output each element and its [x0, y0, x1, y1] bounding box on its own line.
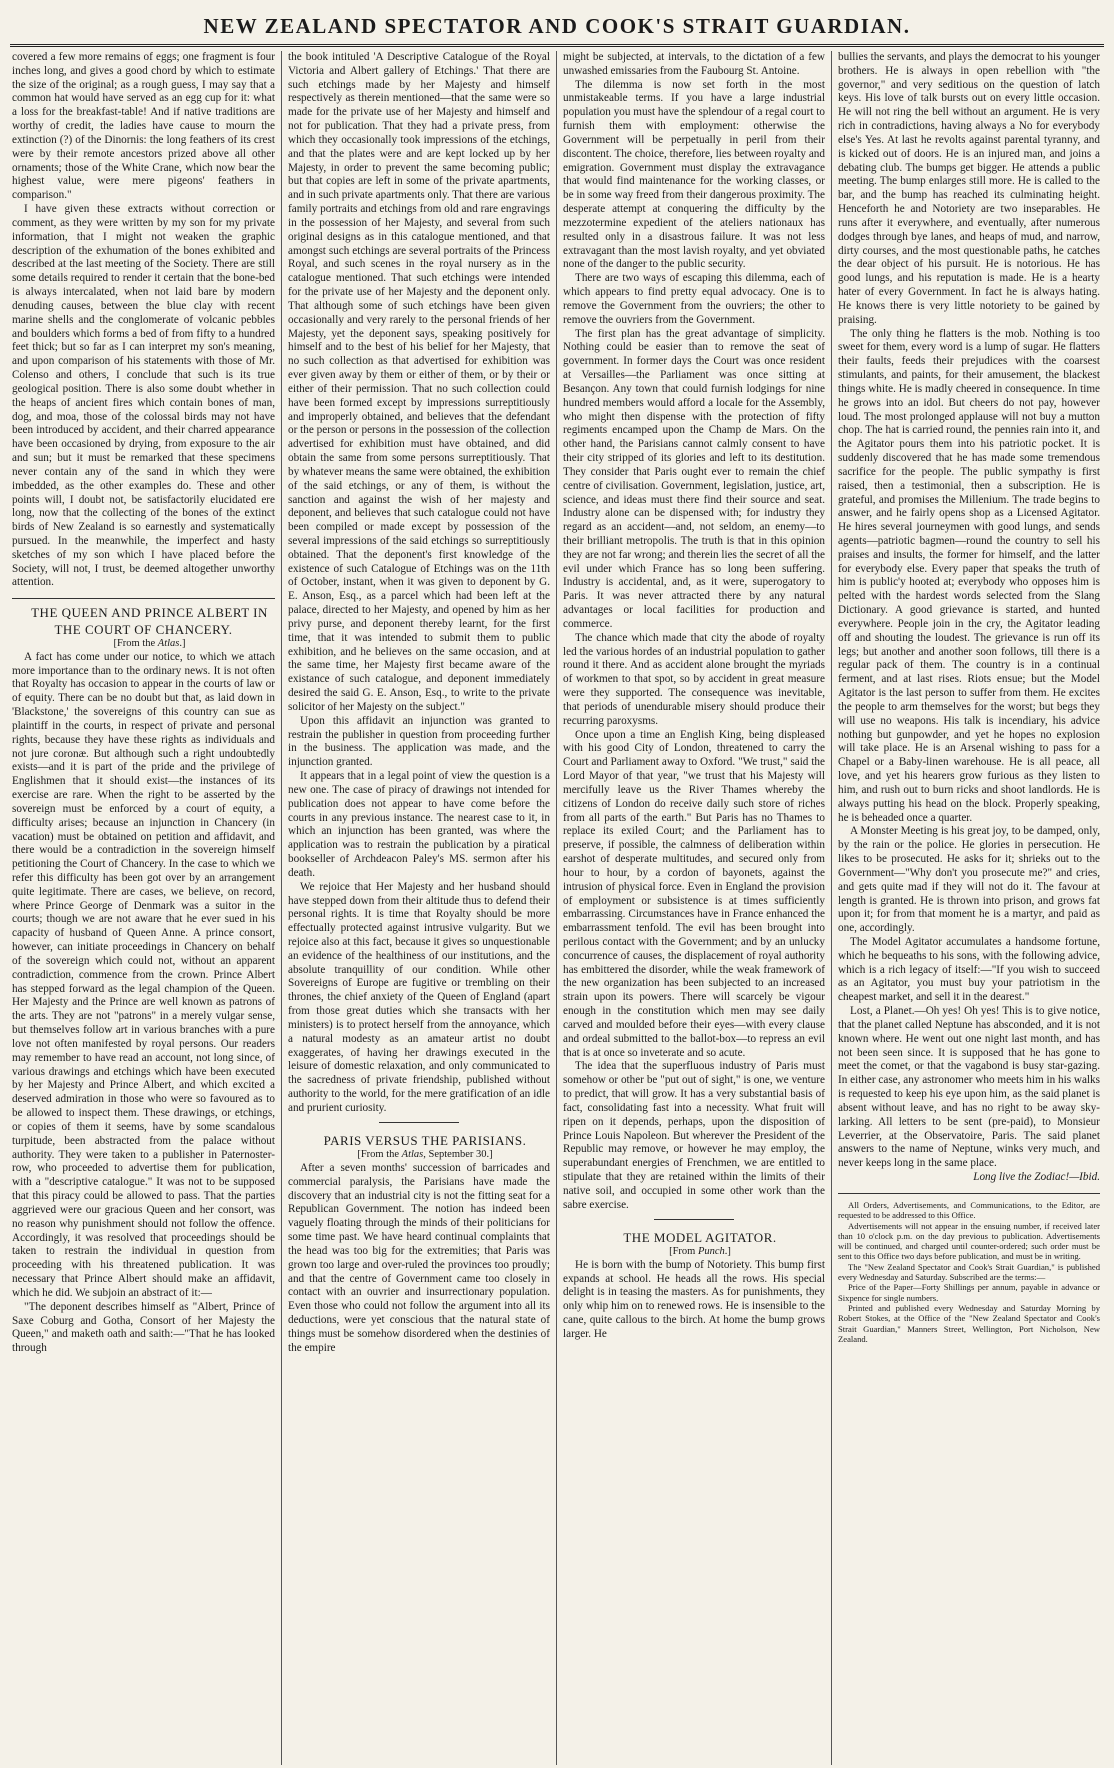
notice-line: All Orders, Advertisements, and Communications, to the Editor, are requested to be addressed to this Office. [838, 1199, 1100, 1221]
paragraph: He is born with the bump of Notoriety. This bump first expands at school. He heads all the rows. His special delight is in teasing the masters. As for punishments, they only whip him on to renewed rows. He is insensible to the cane, quite callous to the birch. At home the bump grows larger. He [563, 1258, 825, 1340]
paragraph: bullies the servants, and plays the democrat to his younger brothers. He is always in open rebellion with "the governor," and very seditious on the question of latch keys. His love of talk bursts out on every little occasion. He will not ring the bell without an argument. He is very rich in contradictions, having always a No for everybody else's Yes. At last he revolts against parental tyranny, and is kicked out of doors. He is an injured man, and joins a debating club. The bumps get bigger. He attends a public meeting. The bump enlarges still more. He is called to the bar, and the bump has reached its culminating height. Henceforth he and Notoriety are two inseparables. He runs after it everywhere, and eventually, after numerous dodges through bye lanes, and heaps of mud, and narrow, dirty courses, and the most questionable paths, he catches the dear object of his pursuit. He is notorious. He has good lungs, and his reputation is made. He is a hearty hater of every Government. In fact he is always hating. He knows there is very little notoriety to be gained by praising. [838, 51, 1100, 326]
masthead [10, 0, 1104, 47]
notice-line: Price of the Paper—Forty Shillings per annum, payable in advance or Sixpence for single numbers. [838, 1282, 1100, 1303]
article-heading: PARIS VERSUS THE PARISIANS. [323, 1132, 527, 1148]
paragraph: We rejoice that Her Majesty and her husband should have stepped down from their altitude thus to defend their personal rights. It is time that Royalty should be more effectually protected against intrusive vulgarity. But we rejoice also at this fact, because it gives so unquestionable an evidence of the healthiness of our institutions, and the absolute tranquillity of our condition. While other Sovereigns of Europe are fugitive or trembling on their thrones, the chief anxiety of the Queen of England (apart from those great duties which she transacts with her ministers) is to protect herself from the annoyance, which a natural modesty as an amateur artist no doubt exaggerates, of having her drawings executed in the leisure of domestic relaxation, and only communicated to the sacredness of private friendship, published without authority to the world, for the mere gratification of an idle and prurient curiosity. [288, 880, 550, 1114]
column-2 [281, 51, 556, 1765]
column-1 [6, 51, 281, 1765]
columns [6, 51, 1108, 1765]
paragraph: I have given these extracts without correction or comment, as they were written by my son for my private information, that I might not weaken the graphic description of the exhumation of the bones exhibited and described at the last meeting of the Society. There are still some details required to render it certain that the bone-bed is always intercalated, when not laid bare by modern denuding causes, between the blue clay with recent marine shells and the conglomerate of volcanic pebbles and boulders which forms a bed of from fifty to a hundred feet thick; but so far as I can interpret my son's meaning, and upon comparison of his statements with those of Mr. Colenso and others, I conclude that such is its true geological position. There is also some doubt whether in the heaps of ancient fires which contain bones of man, dog, and moa, those of the colossal birds may not have been introduced by accident, and their charred appearance have been occasioned by drying, from exposure to the air and sun; but it must be remarked that these specimens never contain any of the sand in which they were imbedded, as the other examples do. These and other points will, I doubt not, be satisfactorily elucidated ere long, now that the collecting of the bones of the extinct birds of New Zealand is so earnestly and systematically pursued. In the meanwhile, the imperfect and hasty sketches of my son which I have placed before the Society, will not, I trust, be deemed altogether unworthy attention. [12, 203, 275, 589]
paragraph: The dilemma is now set forth in the most unmistakeable terms. If you have a large industrial population you must have the splendour of a regal court to furnish them with employment: otherwise the Government will be perpetually in peril from their discontent. The choice, therefore, lies between royalty and emigration. Government must display the extravagance that would find maintenance for the working classes, or be in some way freed from their dangerous proximity. The desperate attempt at conquering the difficulty by the mezzotermine expedient of the ateliers nationaux has resulted only in a disastrous failure. It was not less extravagant than the most lavish royalty, and yet obviated none of the danger to the public security. [563, 78, 825, 271]
publisher-notice [838, 1200, 1100, 1344]
divider [12, 598, 275, 599]
article-source: [From the Atlas.] [113, 637, 186, 649]
paragraph: There are two ways of escaping this dilemma, each of which appears to find pretty equal advocacy. One is to remove the Government from the ouvriers; the other to remove the ouvriers from the Government. [563, 272, 825, 326]
notice-line: Advertisements will not appear in the ensuing number, if received later than 10 o'clock p.m. on the day previous to publication. Advertisements will be continued, and charged until counter-ordered; such order must be sent to this Office two days before publication, and must be in writing. [838, 1220, 1100, 1262]
masthead-title: NEW ZEALAND SPECTATOR AND COOK'S STRAIT GUARDIAN. [203, 14, 911, 38]
paragraph: A fact has come under our notice, to which we attach more importance than to the ordinary news. It is not often that Royalty has occasion to appear in the courts of law or of equity. There can be no doubt but that, as laid down in 'Blackstone,' the sovereigns of this country can sue as plaintiff in the courts, in respect of private and personal rights, because they have these rights as individuals and not jure coronæ. But although such a right undoubtedly exists—and it is part of the pride and the privilege of Englishmen that it should exist—the instances of its exercise are rare. When the right to be asserted by the sovereign must be enforced by a court of equity, a difficulty arises; because an injunction in Chancery (in vacation) must be obtained on petition and affidavit, and there would be a contradiction in the sovereign himself petitioning the Court of Chancery. In the case to which we refer this difficulty has been got over by an arrangement quite legitimate. There are cases, we believe, on record, where Prince George of Denmark was a suitor in the courts; though we are not aware that he ever sued in his capacity of husband of Queen Anne. A prince consort, however, can initiate proceedings in Chancery on behalf of the sovereign which could not, without an apparent contradiction, commence from the crown. Prince Albert has stepped forward as the legal champion of the Queen. Her Majesty and the Prince are well known as patrons of the arts. They are not "patrons" in a merely vulgar sense, but themselves follow art in various branches with a pure love not often manifested by royal persons. Our readers may remember to have read an account, not long since, of various drawings and etchings which have been executed by her Majesty and Prince Albert, and which excited a deserved admiration in those who were so favoured as to be allowed to inspect them. These drawings, or etchings, or copies of them it seems, have by some scandalous turpitude, been abstracted from the palace without authority. They were taken to a publisher in Paternoster-row, who proceeded to advertise them for publication, with a "descriptive catalogue." It was not to be supposed that this piracy could be allowed to pass. That the parties aggrieved were our gracious Queen and her consort, was no reason why punishment should not follow the offence. Accordingly, it was resolved that proceedings should be taken to restrain the individual in question from proceeding with his threatened publication. It was necessary that Prince Albert should make an affidavit, which he did. We subjoin an abstract of it:— [12, 650, 275, 1299]
article-heading: THE MODEL AGITATOR. [623, 1229, 777, 1245]
paragraph: After a seven months' succession of barricades and commercial paralysis, the Parisians have made the discovery that an industrial city is not the fitting seat for a Republican Government. The notion has indeed been vaguely floating through the minds of their politicians for some time past. We have heard continual complaints that the head was too big for the extremities; that Paris was grown too large and over-ruled the provinces too proudly; and that the centre of Government came too closely in contact with an ouvrier and insurrectionary population. Even those who could not follow the argument into all its deductions, were yet conscious that the natural state of things must be somehow disordered when the destinies of the empire [288, 1161, 550, 1354]
article-source: [From Punch.] [669, 1245, 731, 1257]
column-3 [556, 51, 831, 1765]
column-4 [831, 51, 1106, 1765]
paragraph: Upon this affidavit an injunction was granted to restrain the publisher in question from proceeding further in the business. The application was made, and the injunction granted. [288, 714, 550, 769]
article-heading: THE QUEEN AND PRINCE ALBERT IN THE COURT OF CHANCERY. [31, 605, 268, 637]
paragraph: the book intituled 'A Descriptive Catalogue of the Royal Victoria and Albert gallery of Etchings.' That there are such etchings made by her Majesty and himself respectively as therein mentioned—that the same were so made for the private use of her Majesty and himself and not for publication. That they had a private press, from which they occasionally took impressions of the etchings, and that the plates were and are kept locked up by her Majesty, in order to prevent the same becoming public; but that copies are left in some of the private apartments, and in such private apartments only. That there are various family portraits and etchings from old and rare engravings in the possession of her Majesty, and several from such original designs as in this catalogue mentioned, and that amongst such etchings are several portraits of the Princess Royal, and such scenes in the royal nursery as in the catalogue mentioned. That such etchings were intended for the private use of her Majesty and the deponent only. That although some of such etchings have been given occasionally and very rarely to the personal friends of her Majesty, yet the deponent says, speaking positively for himself and to the best of his belief for her Majesty, that no such collection as that advertised for exhibition was ever given away by them or either of them, or by their or either of their permission. That no such collection could have been formed except by impressions surreptitiously and improperly obtained, and believes that the defendant or the person or persons in the possession of the collection advertised for exhibition must have obtained, and did obtain the same from some persons surreptitiously. That by whatever means the same were obtained, the exhibition of the said etchings, or any of them, is without the sanction and against the wish of her majesty and deponent, and believes that such catalogue could not have been compiled or made except by possession of the several impressions of the said etchings so surreptitiously obtained. That the deponent's first knowledge of the existence of such Catalogue of Etchings was on the 11th of October, instant, when it was given to deponent by G. E. Anson, Esq., as a parcel which had been left at the palace, directed to her Majesty, and opened by him as her privy purse, and deponent thereby learnt, for the first time, that it was intended to submit them to public exhibition, and he believes on the same occasion, and at the same time, her Majesty first became aware of the existance of such catalogue, and deponent immediately desired the said G. E. Anson, Esq., to write to the private solicitor of her Majesty on the subject." [288, 51, 550, 713]
paragraph: The only thing he flatters is the mob. Nothing is too sweet for them, every word is a lump of sugar. He flatters their faults, feeds their prejudices with the coarsest stimulants, and paints, for their amusement, the blackest things white. He is madly cheered in consequence. In time he grows into an idol. But cheers do not pay, however loud. The most prolonged applause will not buy a mutton chop. The hat is carried round, the pennies rain into it, and the Agitator pours them into his patriotic pocket. It is suddenly discovered that he has made some tremendous sacrifice for the people. The public sympathy is first raised, then a testimonial, then a subscription. He is grateful, and promises the Millenium. The trade begins to answer, and he fairly opens shop as a Licensed Agitator. He hires several journeymen with good lungs, and sends agents—patriotic bagmen—round the country to sell his praises and insults, the former for himself, and the latter for everybody else. Every paper that speaks the truth of him is public'y hooted at; everybody who opposes him is pelted with the hardest words selected from the Slang Dictionary. A good grievance is started, and hunted everywhere. People join in the cry, the Agitator leading off and shouting the loudest. The grievance is run off its legs; but another and another soon follows, till there is a regular pack of them. The country is in a continual ferment, and at last rises. Riots ensue; but the Model Agitator is the last person to suffer from them. He excites the people to arm themselves for the worst; but begs they will use no weapons. His talk is incendiary, his advice nothing but gunpowder, and yet he hopes no explosion will take place. He is an Arsenal wishing to pass for a Chapel or a Baby-linen warehouse. He is all peace, all love, and yet his hearers grow furious as they listen to him, and rush out to burn ricks and shoot landlords. He is always putting his head on the block. Properly speaking, he is beheaded once a quarter. [838, 327, 1100, 824]
divider [379, 1122, 459, 1123]
paragraph: Lost, a Planet.—Oh yes! Oh yes! This is to give notice, that the planet called Neptune has absconded, and it is not known where. He went out one night last month, and has not been seen since. It is supposed that he has gone to meet the comet, or that the vagabond is busy star-gazing. In either case, any astronomer who meets him in his walks is requested to keep his eye upon him, as the said planet is absent without leave, and has no right to be away sky-larking. All letters to be sent (pre-paid), to Monsieur Leverrier, at the Observatoire, Paris. The said planet answers to the name of Neptune, winks very much, and never keeps long in the same place. [838, 1005, 1100, 1170]
notice-line: Printed and published every Wednesday and Saturday Morning by Robert Stokes, at the Office of the "New Zealand Spectator and Cook's Strait Guardian," Manners Street, Wellington, Port Nicholson, New Zealand. [838, 1303, 1100, 1344]
paragraph: covered a few more remains of eggs; one fragment is four inches long, and gives a good chord by which to estimate the size of the original; as a rough guess, I may say that a common hat would have served as an egg cup for it: what a loss for the breakfast-table! And if native traditions are worthy of credit, the ladies have cause to mourn the extinction (?) of the Dinornis: the long feathers of its crest were by their remote ancestors prized above all other ornaments; those of the White Crane, which now bear the highest value, were mere pigeons' feathers in comparison." [12, 51, 275, 202]
paragraph: The chance which made that city the abode of royalty led the various hordes of an industrial population to gather round it there. And as accident alone brought the myriads of workmen to that spot, so by accident in great measure were they supported. The consequence was inevitable, that periods of unendurable misery should produce their recurring paroxysms. [563, 631, 825, 727]
paragraph: The idea that the superfluous industry of Paris must somehow or other be "put out of sight," is one, we venture to predict, that will grow. It has a very substantial basis of fact, consolidating fast into a necessity. What fruit will ripen on it depends, perhaps, upon the disposition of Prince Louis Napoleon. But wherever the President of the Republic may remove, or however he may employ, the superabundant energies of Frenchmen, we are entitled to stipulate that they are retained within the limits of their native soil, and occupied in some other work than the sabre exercise. [563, 1060, 825, 1211]
paragraph: The first plan has the great advantage of simplicity. Nothing could be easier than to remove the seat of government. In former days the Court was once resident at Versailles—the Parliament was once sitting at Besançon. Any town that could furnish lodgings for nine hundred members would afford a locale for the Assembly, who might then dispense with the protection of fifty regiments encamped upon the Champ de Mars. On the other hand, the Parisians cannot calmly consent to have their city stripped of its glories and left to its destitution. They consider that Paris ought ever to remain the chief centre of civilisation. Government, legislation, justice, art, science, and ideas must there find their source and seat. Industry alone can be dispensed with; for industry they regard as an accident—and, not seldom, an enemy—to their brilliant metropolis. The truth is that in this opinion they are not far wrong; and therein lies the secret of all the evil under which France has so long been suffering. Industry is accidental, and, as it were, superogatory to Paris. It was never attracted there by any natural advantages or local facilities for production and commerce. [563, 327, 825, 630]
divider [654, 1219, 734, 1220]
paragraph: The Model Agitator accumulates a handsome fortune, which he bequeaths to his sons, with the following advice, which is a rich legacy of itself:—"If you wish to succeed as an Agitator, you must buy your patriotism in the cheapest market, and sell it in the dearest." [838, 936, 1100, 1004]
paragraph: It appears that in a legal point of view the question is a new one. The case of piracy of drawings not intended for publication does not appear to have come before the courts in any previous instance. The nearest case to it, in which an injunction has been granted, was where the application was to restrain the publication by a piratical bookseller of Archdeacon Paley's MS. sermon after his death. [288, 770, 550, 879]
article-source: [From the Atlas, September 30.] [357, 1149, 493, 1161]
notice-line: The "New Zealand Spectator and Cook's Strait Guardian," is published every Wednesday and Saturday. Subscribed are the terms:— [838, 1261, 1100, 1283]
paragraph: "The deponent describes himself as "Albert, Prince of Saxe Coburg and Gotha, Consort of her Majesty the Queen," and maketh oath and saith:—"That he has looked through [12, 1300, 275, 1355]
paragraph: A Monster Meeting is his great joy, to be damped, only, by the rain or the police. He glories in persecution. He likes to be prosecuted. He asks for it; shrieks out to the Government—"Why don't you prosecute me?" and cries, and gets quite mad if they will not do it. The favour at length is granted. He is thrown into prison, and grows fat upon it; for from that moment he is a martyr, and paid as one, accordingly. [838, 825, 1100, 935]
signature: Long live the Zodiac!—Ibid. [973, 1171, 1100, 1184]
divider [838, 1193, 1100, 1194]
paragraph: Once upon a time an English King, being displeased with his good City of London, threatened to carry the Court and Parliament away to Oxford. "We trust," said the Lord Mayor of that year, "we trust that his Majesty will mercifully leave us the River Thames whereby the citizens of London do receive daily such store of riches from all parts of the earth." But Paris has no Thames to replace its exiled Court; and the Parliament has to preserve, if possible, the calmness of deliberation within earshot of desperate multitudes, and secured only from hour to hour, by a cordon of bayonets, against the intrusion of physical force. Even in England the provision of employment or subsistence is at times sufficiently embarrassing. Circumstances have in France enhanced the embarrassment tenfold. The evil has been brought into perilous contact with the Government; and by an unlucky concurrence of causes, the displacement of royal authority has embittered the disorder, while the weak framework of the new organization has been subjected to an increased strain upon its powers. There will scarcely be vigour enough in the constitution which men may see daily carved and moulded before their eyes—with every clause and ordeal submitted to the ballot-box—to repress an evil that is at once so inveterate and so acute. [563, 728, 825, 1059]
paragraph: might be subjected, at intervals, to the dictation of a few unwashed emissaries from the Faubourg St. Antoine. [563, 51, 825, 77]
